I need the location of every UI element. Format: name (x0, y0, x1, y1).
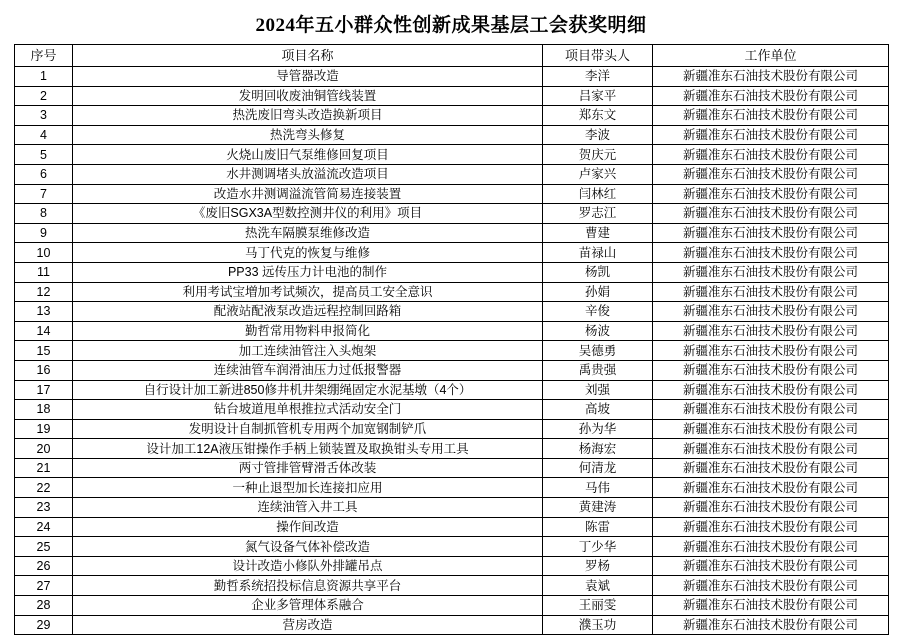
cell-project-name: 设计改造小修队外排罐吊点 (73, 556, 543, 576)
cell-project-name: 营房改造 (73, 615, 543, 635)
cell-leader: 卢家兴 (543, 164, 653, 184)
cell-index: 15 (15, 341, 73, 361)
table-header (15, 45, 889, 67)
cell-unit: 新疆准东石油技术股份有限公司 (653, 458, 889, 478)
cell-unit: 新疆准东石油技术股份有限公司 (653, 576, 889, 596)
table-row (15, 498, 889, 518)
cell-unit: 新疆准东石油技术股份有限公司 (653, 615, 889, 635)
cell-leader: 孙为华 (543, 419, 653, 439)
cell-project-name: 利用考试宝増加考试频次，提高员工安全意识 (73, 282, 543, 302)
cell-leader: 苗禄山 (543, 243, 653, 263)
cell-index: 10 (15, 243, 73, 263)
cell-unit: 新疆准东石油技术股份有限公司 (653, 360, 889, 380)
cell-unit: 新疆准东石油技术股份有限公司 (653, 164, 889, 184)
cell-leader: 罗杨 (543, 556, 653, 576)
table-row (15, 596, 889, 616)
cell-project-name: 钻台坡道甩单根推拉式活动安全门 (73, 400, 543, 420)
cell-index: 12 (15, 282, 73, 302)
cell-project-name: 两寸管排管臂滑舌体改装 (73, 458, 543, 478)
table-row (15, 537, 889, 557)
cell-index: 14 (15, 321, 73, 341)
table-row (15, 360, 889, 380)
award-table (14, 44, 889, 635)
cell-project-name: 氮气设备气体补偿改造 (73, 537, 543, 557)
table-row (15, 125, 889, 145)
cell-project-name: 操作间改造 (73, 517, 543, 537)
cell-project-name: 导管器改造 (73, 67, 543, 87)
cell-project-name: 加工连续油管注入头炮架 (73, 341, 543, 361)
cell-leader: 贺庆元 (543, 145, 653, 165)
cell-leader: 黄建涛 (543, 498, 653, 518)
cell-unit: 新疆准东石油技术股份有限公司 (653, 125, 889, 145)
table-row (15, 400, 889, 420)
cell-leader: 丁少华 (543, 537, 653, 557)
cell-leader: 陈雷 (543, 517, 653, 537)
cell-unit: 新疆准东石油技术股份有限公司 (653, 380, 889, 400)
column-header-index: 序号 (15, 45, 73, 67)
table-row (15, 615, 889, 635)
cell-unit: 新疆准东石油技术股份有限公司 (653, 282, 889, 302)
cell-index: 27 (15, 576, 73, 596)
cell-project-name: 火烧山废旧气泵维修回复项目 (73, 145, 543, 165)
cell-leader: 吴德勇 (543, 341, 653, 361)
cell-index: 17 (15, 380, 73, 400)
cell-project-name: 改造水井测调溢流管简易连接装置 (73, 184, 543, 204)
cell-index: 28 (15, 596, 73, 616)
cell-index: 22 (15, 478, 73, 498)
table-header-row (15, 45, 889, 67)
column-header-unit: 工作单位 (653, 45, 889, 67)
cell-unit: 新疆准东石油技术股份有限公司 (653, 243, 889, 263)
table-row (15, 380, 889, 400)
column-header-project-name: 项目名称 (73, 45, 543, 67)
cell-leader: 郑东文 (543, 106, 653, 126)
cell-unit: 新疆准东石油技术股份有限公司 (653, 184, 889, 204)
table-row (15, 184, 889, 204)
cell-index: 13 (15, 302, 73, 322)
table-row (15, 262, 889, 282)
cell-leader: 刘强 (543, 380, 653, 400)
cell-leader: 禹贵强 (543, 360, 653, 380)
table-row (15, 478, 889, 498)
table-row (15, 341, 889, 361)
cell-unit: 新疆准东石油技术股份有限公司 (653, 86, 889, 106)
cell-unit: 新疆准东石油技术股份有限公司 (653, 204, 889, 224)
cell-leader: 李波 (543, 125, 653, 145)
cell-index: 19 (15, 419, 73, 439)
cell-unit: 新疆准东石油技术股份有限公司 (653, 537, 889, 557)
cell-leader: 马伟 (543, 478, 653, 498)
cell-index: 4 (15, 125, 73, 145)
table-row (15, 86, 889, 106)
cell-unit: 新疆准东石油技术股份有限公司 (653, 321, 889, 341)
cell-project-name: 马丁代克的恢复与维修 (73, 243, 543, 263)
cell-project-name: 发明回收废油铜管线装置 (73, 86, 543, 106)
table-row (15, 517, 889, 537)
cell-leader: 袁斌 (543, 576, 653, 596)
cell-project-name: 自行设计加工新进850修井机井架绷绳固定水泥基墩（4个） (73, 380, 543, 400)
cell-unit: 新疆准东石油技术股份有限公司 (653, 67, 889, 87)
cell-index: 20 (15, 439, 73, 459)
cell-project-name: 水井测调堵头放溢流改造项目 (73, 164, 543, 184)
cell-unit: 新疆准东石油技术股份有限公司 (653, 419, 889, 439)
cell-leader: 杨海宏 (543, 439, 653, 459)
cell-index: 29 (15, 615, 73, 635)
cell-project-name: 发明设计自制抓管机专用两个加宽钢制铲爪 (73, 419, 543, 439)
cell-leader: 辛俊 (543, 302, 653, 322)
table-row (15, 243, 889, 263)
page-title: 2024年五小群众性创新成果基层工会获奖明细 (255, 15, 647, 36)
cell-project-name: 一种止退型加长连接扣应用 (73, 478, 543, 498)
cell-leader: 王丽雯 (543, 596, 653, 616)
cell-unit: 新疆准东石油技术股份有限公司 (653, 341, 889, 361)
cell-leader: 濮玉功 (543, 615, 653, 635)
cell-unit: 新疆准东石油技术股份有限公司 (653, 302, 889, 322)
cell-leader: 李洋 (543, 67, 653, 87)
cell-unit: 新疆准东石油技术股份有限公司 (653, 478, 889, 498)
cell-project-name: 热洗弯头修复 (73, 125, 543, 145)
cell-index: 1 (15, 67, 73, 87)
cell-index: 26 (15, 556, 73, 576)
cell-project-name: 连续油管入井工具 (73, 498, 543, 518)
cell-index: 6 (15, 164, 73, 184)
cell-index: 8 (15, 204, 73, 224)
cell-project-name: 配液站配液泵改造远程控制回路箱 (73, 302, 543, 322)
table-row (15, 302, 889, 322)
cell-project-name: PP33 远传压力计电池的制作 (73, 262, 543, 282)
cell-leader: 吕家平 (543, 86, 653, 106)
cell-project-name: 热洗车隔膜泵维修改造 (73, 223, 543, 243)
table-row (15, 67, 889, 87)
table-row (15, 164, 889, 184)
table-row (15, 145, 889, 165)
cell-project-name: 勤哲系统招投标信息资源共享平台 (73, 576, 543, 596)
cell-index: 2 (15, 86, 73, 106)
cell-index: 25 (15, 537, 73, 557)
cell-index: 23 (15, 498, 73, 518)
cell-unit: 新疆准东石油技术股份有限公司 (653, 556, 889, 576)
cell-unit: 新疆准东石油技术股份有限公司 (653, 400, 889, 420)
cell-unit: 新疆准东石油技术股份有限公司 (653, 517, 889, 537)
cell-project-name: 设计加工12A液压钳操作手柄上锁装置及取换钳头专用工具 (73, 439, 543, 459)
cell-project-name: 《废旧SGX3A型数控测井仪的利用》项目 (73, 204, 543, 224)
cell-index: 24 (15, 517, 73, 537)
cell-project-name: 勤哲常用物料申报简化 (73, 321, 543, 341)
cell-unit: 新疆准东石油技术股份有限公司 (653, 145, 889, 165)
table-row (15, 204, 889, 224)
column-header-leader: 项目带头人 (543, 45, 653, 67)
cell-unit: 新疆准东石油技术股份有限公司 (653, 439, 889, 459)
table-row (15, 282, 889, 302)
cell-leader: 高坡 (543, 400, 653, 420)
cell-index: 21 (15, 458, 73, 478)
cell-index: 18 (15, 400, 73, 420)
cell-index: 9 (15, 223, 73, 243)
cell-unit: 新疆准东石油技术股份有限公司 (653, 262, 889, 282)
table-body (15, 67, 889, 635)
table-row (15, 419, 889, 439)
cell-leader: 曹建 (543, 223, 653, 243)
table-row (15, 576, 889, 596)
table-row (15, 458, 889, 478)
cell-index: 11 (15, 262, 73, 282)
cell-index: 3 (15, 106, 73, 126)
cell-unit: 新疆准东石油技术股份有限公司 (653, 223, 889, 243)
cell-index: 5 (15, 145, 73, 165)
table-row (15, 556, 889, 576)
cell-unit: 新疆准东石油技术股份有限公司 (653, 106, 889, 126)
table-row (15, 106, 889, 126)
cell-project-name: 企业多管理体系融合 (73, 596, 543, 616)
table-row (15, 223, 889, 243)
cell-index: 7 (15, 184, 73, 204)
cell-leader: 何清龙 (543, 458, 653, 478)
cell-unit: 新疆准东石油技术股份有限公司 (653, 498, 889, 518)
cell-leader: 闫林红 (543, 184, 653, 204)
cell-leader: 杨波 (543, 321, 653, 341)
cell-leader: 罗志江 (543, 204, 653, 224)
cell-leader: 杨凯 (543, 262, 653, 282)
cell-index: 16 (15, 360, 73, 380)
cell-project-name: 连续油管车润滑油压力过低报警器 (73, 360, 543, 380)
cell-leader: 孙娟 (543, 282, 653, 302)
table-row (15, 321, 889, 341)
table-row (15, 439, 889, 459)
cell-unit: 新疆准东石油技术股份有限公司 (653, 596, 889, 616)
cell-project-name: 热洗废旧弯头改造换新项目 (73, 106, 543, 126)
